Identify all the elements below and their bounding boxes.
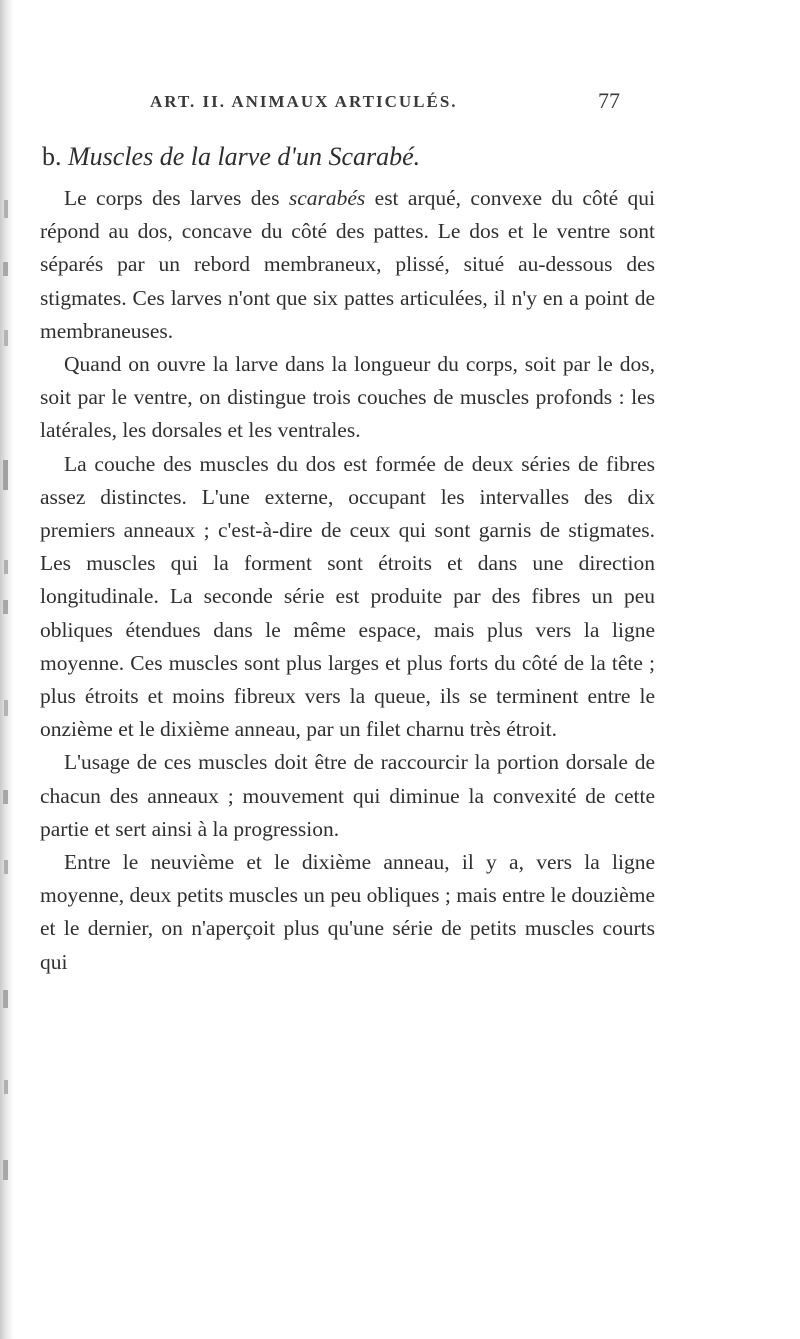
paragraph-3: La couche des muscles du dos est formée de deux séries de fibres assez distinctes. L'une externe, occupant les intervalles des dix premiers anneaux ; c'est-à-dire de ceux qui sont garnis de stigmates. Les muscles qui la forment sont étroits et dans une direction longitudinale. La seconde série est produite par des fibres un peu obliques étendues dans le même espace, mais plus vers la ligne moyenne. Ces muscles sont plus larges et plus forts du côté de la tête ; plus étroits et moins fibreux vers la queue, ils se terminent entre le onzième et le dixième anneau, par un filet charnu très étroit.: [40, 451, 655, 742]
section-title: [42, 142, 420, 172]
paragraph-2: Quand on ouvre la larve dans la longueur du corps, soit par le dos, soit par le ventre, on distingue trois couches de muscles profonds : les latérales, les dorsales et les ventrales.: [40, 352, 655, 443]
section-marker: b.: [42, 142, 62, 171]
page-number: 77: [598, 88, 620, 113]
paragraph-1-before: Le corps des larves des: [64, 186, 289, 210]
paragraph-5: Entre le neuvième et le dixième anneau, il y a, vers la ligne moyenne, deux petits muscles un peu obliques ; mais entre le douzième et le dernier, on n'aperçoit plus qu'une série de petits muscles courts qui: [40, 850, 655, 974]
binding-marks: [2, 0, 10, 1339]
paragraph-1-after: est arqué, convexe du côté qui répond au dos, concave du côté des pattes. Le dos et le ventre sont séparés par un rebord membraneux, plissé, situé au-dessous des stigmates. Ces larves n'ont que six pattes articulées, il n'y en a point de membraneuses.: [40, 186, 655, 343]
paragraph-4: L'usage de ces muscles doit être de raccourcir la portion dorsale de chacun des anneaux ; mouvement qui diminue la convexité de cette partie et sert ainsi à la progression.: [40, 750, 655, 841]
running-head-title: ART. II. ANIMAUX ARTICULÉS.: [150, 92, 458, 111]
running-head: [150, 88, 620, 113]
paragraph-1: [40, 182, 655, 348]
body-text: [40, 182, 655, 979]
section-title-text: Muscles de la larve d'un Scarabé.: [68, 142, 421, 171]
paragraph-1-emphasis: scarabés: [288, 186, 366, 210]
